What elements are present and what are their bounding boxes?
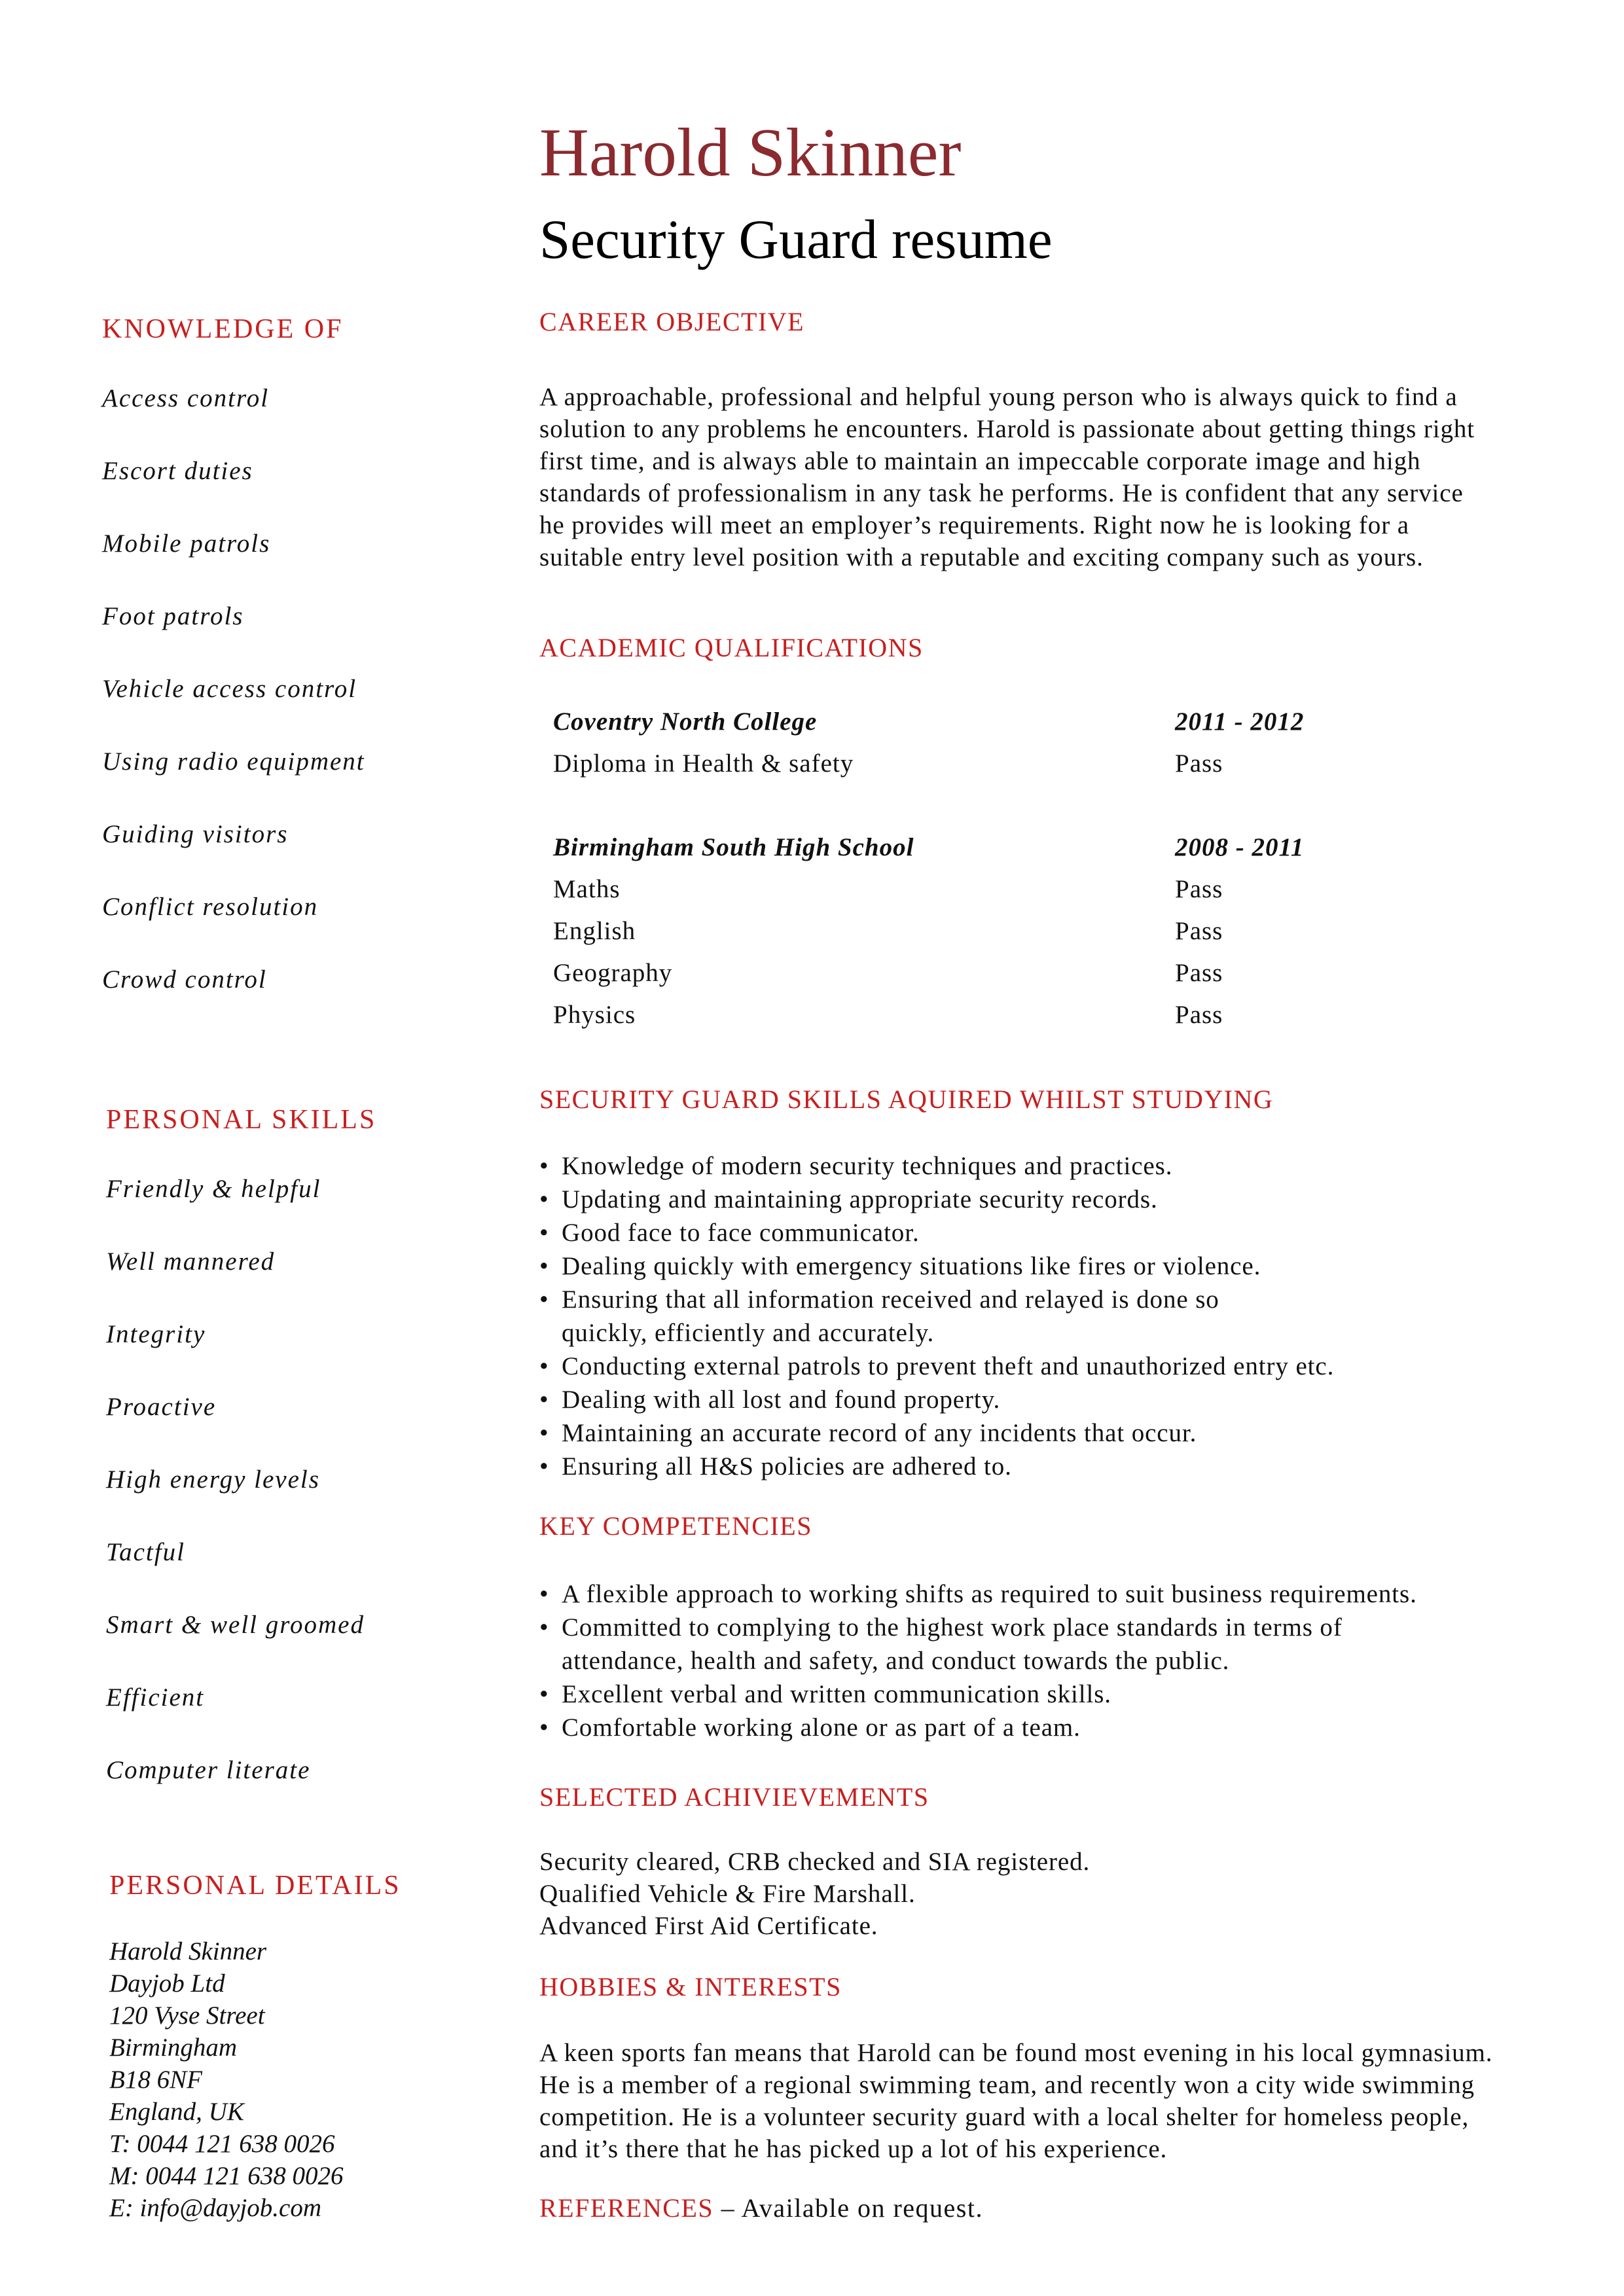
list-item: • Ensuring all H&S policies are adhered to. [539, 1450, 1489, 1483]
knowledge-item: Guiding visitors [102, 820, 289, 848]
list-item: • Knowledge of modern security techniques and practices. [539, 1149, 1489, 1183]
skills-acquired-heading: SECURITY GUARD SKILLS AQUIRED WHILST STUDYING [539, 1085, 1274, 1114]
career-objective-heading: CAREER OBJECTIVE [539, 307, 805, 336]
personal-skill-item: Tactful [106, 1538, 185, 1566]
institution-name: Birmingham South High School [553, 833, 914, 861]
personal-skill-item: Computer literate [106, 1756, 311, 1784]
list-item: • Maintaining an accurate record of any incidents that occur. [539, 1416, 1489, 1450]
knowledge-item: Escort duties [102, 457, 253, 485]
achievement-line: Qualified Vehicle & Fire Marshall. [539, 1880, 916, 1908]
list-item: • Updating and maintaining appropriate security records. [539, 1183, 1489, 1216]
knowledge-item: Using radio equipment [102, 747, 365, 776]
bullet-icon: • [539, 1152, 549, 1180]
personal-skill-item: Integrity [106, 1320, 206, 1348]
list-item: • Excellent verbal and written communication skills. [539, 1677, 1508, 1711]
details-line: Harold Skinner [109, 1937, 267, 1965]
details-email: E: info@dayjob.com [109, 2194, 321, 2222]
details-mobile: M: 0044 121 638 0026 [109, 2162, 344, 2190]
knowledge-item: Conflict resolution [102, 893, 319, 921]
qualification-subject: Geography [553, 959, 673, 987]
bullet-icon: • [539, 1452, 549, 1480]
qualification-subject: English [553, 917, 636, 945]
details-line: England, UK [109, 2098, 244, 2126]
bullet-icon: • [539, 1713, 549, 1742]
list-item: • Dealing quickly with emergency situations like fires or violence. [539, 1249, 1489, 1283]
qualification-subject: Diploma in Health & safety [553, 749, 854, 778]
institution-name: Coventry North College [553, 708, 818, 736]
references-heading: REFERENCES [539, 2193, 714, 2223]
bullet-icon: • [539, 1580, 549, 1608]
achievement-line: Security cleared, CRB checked and SIA registered. [539, 1848, 1091, 1876]
bullet-icon: • [539, 1185, 549, 1213]
academic-heading: ACADEMIC QUALIFICATIONS [539, 633, 924, 662]
bullet-icon: • [539, 1419, 549, 1447]
hobbies-heading: HOBBIES & INTERESTS [539, 1972, 842, 2001]
list-item: • Conducting external patrols to prevent theft and unauthorized entry etc. [539, 1350, 1489, 1383]
qualification-result: Pass [1175, 917, 1223, 945]
personal-details-address [109, 1935, 343, 2224]
details-line: 120 Vyse Street [109, 2001, 265, 2030]
list-item: • Good face to face communicator. [539, 1216, 1489, 1249]
bullet-icon: • [539, 1219, 549, 1247]
bullet-icon: • [539, 1613, 549, 1641]
list-item: • Committed to complying to the highest work place standards in terms of attendance, health and safety, and conduct towards the public. [539, 1611, 1452, 1677]
personal-skill-item: High energy levels [106, 1465, 320, 1494]
bullet-icon: • [539, 1680, 549, 1708]
bullet-icon: • [539, 1285, 549, 1314]
achievement-line: Advanced First Aid Certificate. [539, 1912, 878, 1940]
qualification-result: Pass [1175, 749, 1223, 778]
details-line: Birmingham [109, 2034, 237, 2062]
details-line: Dayjob Ltd [109, 1969, 225, 1998]
knowledge-item: Foot patrols [102, 602, 244, 630]
personal-skill-item: Well mannered [106, 1247, 276, 1276]
qualification-result: Pass [1175, 959, 1223, 987]
qualification-result: Pass [1175, 875, 1223, 903]
personal-skill-item: Friendly & helpful [106, 1175, 321, 1203]
bullet-icon: • [539, 1252, 549, 1280]
personal-skill-item: Efficient [106, 1683, 205, 1712]
bullet-icon: • [539, 1352, 549, 1380]
qualification-subject: Maths [553, 875, 621, 903]
knowledge-item: Vehicle access control [102, 675, 357, 703]
details-phone: T: 0044 121 638 0026 [109, 2130, 335, 2158]
knowledge-item: Crowd control [102, 965, 267, 994]
competencies-list [539, 1577, 1508, 1744]
achievements-list [539, 1846, 1090, 1942]
personal-details-heading: PERSONAL DETAILS [109, 1871, 401, 1901]
career-objective-text: A approachable, professional and helpful young person who is always quick to find a solution to any problems he encounters. Harold is passionate about getting things right first time, and is always able to maintain an impeccable corporate image and high standards of professionalism in any task he performs. He is confident that any service he provides will meet an employer’s requirements. Right now he is looking for a suitable entry level position with a reputable and exciting company such as yours. [539, 383, 1475, 571]
bullet-icon: • [539, 1386, 549, 1414]
skills-acquired-list [539, 1149, 1489, 1483]
knowledge-heading: KNOWLEDGE OF [102, 314, 344, 344]
references-text: – Available on request. [713, 2193, 983, 2223]
hobbies-text: A keen sports fan means that Harold can be found most evening in his local gymnasium. He is a member of a regional swimming team, and recently won a city wide swimming competition. He is a volunteer security guard with a local shelter for homeless people, and it’s there that he has picked up a lot of his experience. [539, 2039, 1493, 2163]
institution-years: 2011 - 2012 [1175, 708, 1305, 736]
list-item: • A flexible approach to working shifts as required to suit business requirements. [539, 1577, 1508, 1611]
list-item: • Ensuring that all information received and relayed is done so quickly, efficiently and accurately. [539, 1283, 1282, 1350]
knowledge-item: Mobile patrols [102, 529, 271, 558]
details-line: B18 6NF [109, 2066, 202, 2094]
competencies-heading: KEY COMPETENCIES [539, 1511, 812, 1541]
resume-subtitle: Security Guard resume [539, 209, 1053, 270]
achievements-heading: SELECTED ACHIVIEVEMENTS [539, 1782, 929, 1812]
personal-skill-item: Smart & well groomed [106, 1611, 365, 1639]
references-line [539, 2193, 983, 2224]
personal-skill-item: Proactive [106, 1393, 217, 1421]
qualification-subject: Physics [553, 1001, 636, 1029]
institution-years: 2008 - 2011 [1175, 833, 1305, 861]
resume-name: Harold Skinner [539, 114, 962, 190]
list-item: • Comfortable working alone or as part of a team. [539, 1711, 1508, 1744]
qualification-result: Pass [1175, 1001, 1223, 1029]
knowledge-item: Access control [102, 384, 270, 412]
list-item: • Dealing with all lost and found property. [539, 1383, 1489, 1416]
personal-skills-heading: PERSONAL SKILLS [106, 1105, 377, 1135]
